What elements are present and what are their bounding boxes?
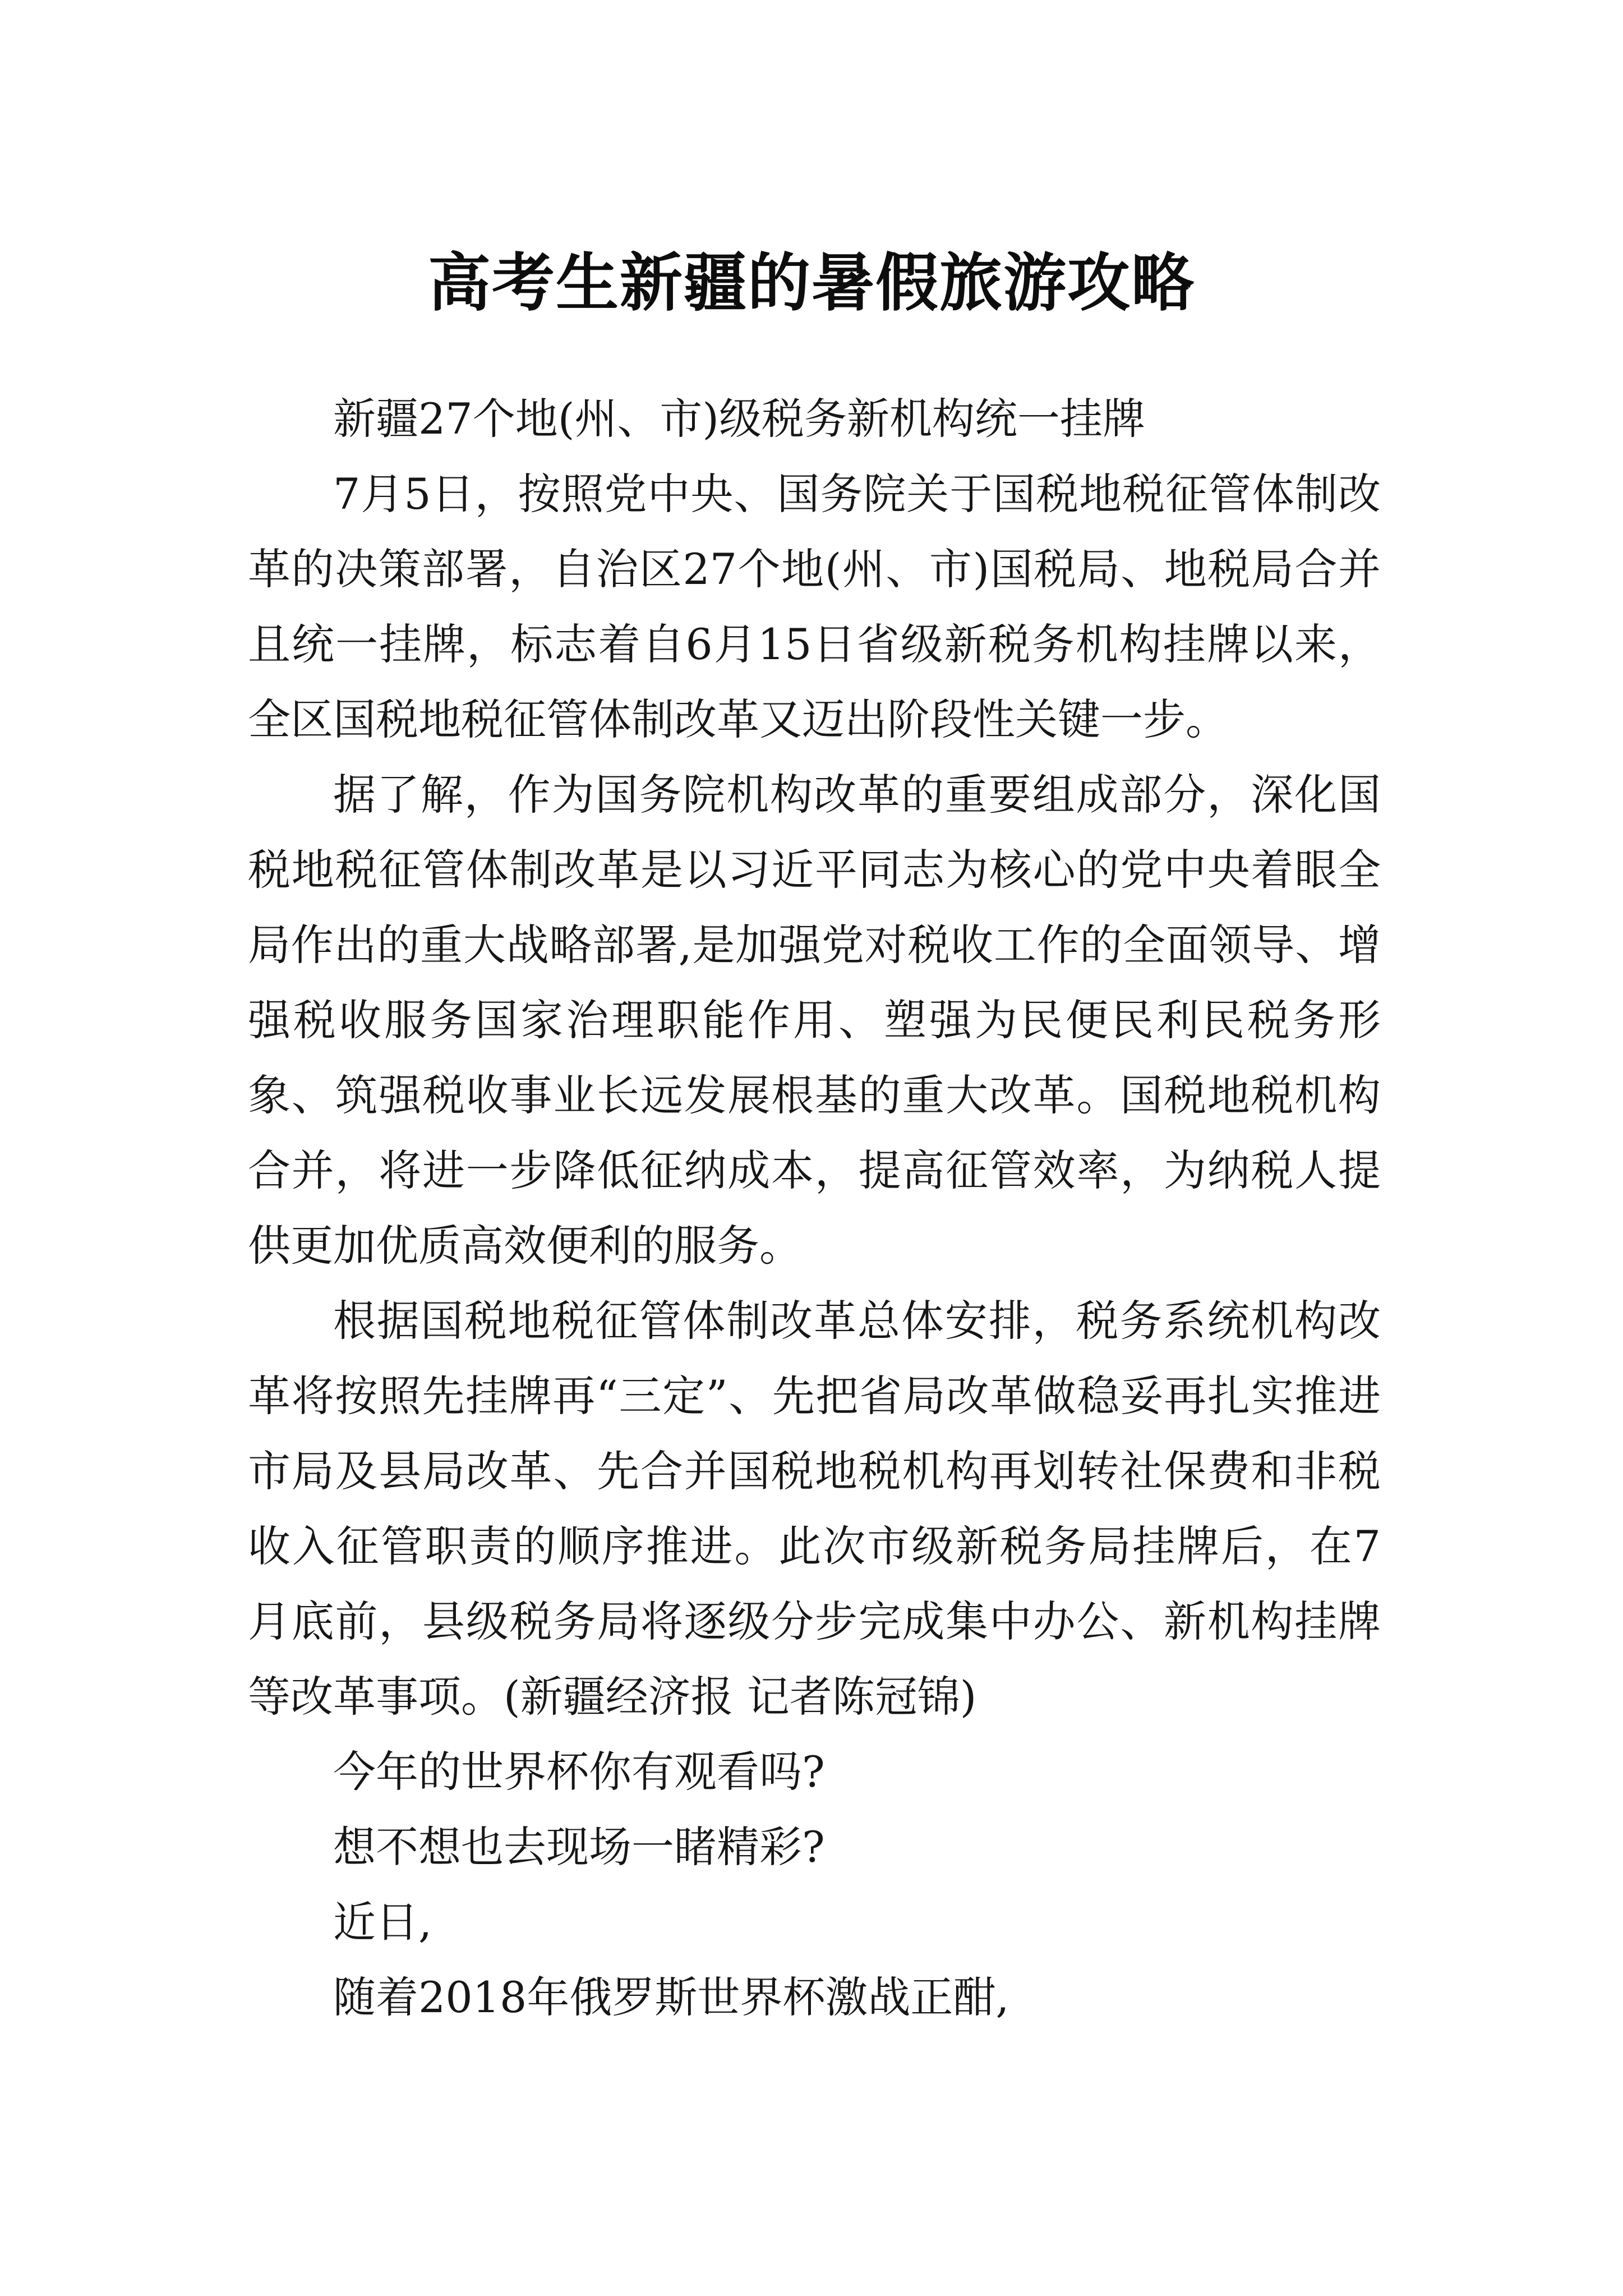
body-paragraph: 据了解，作为国务院机构改革的重要组成部分，深化国税地税征管体制改革是以习近平同志为核心的党中央着眼全局作出的重大战略部署,是加强党对税收工作的全面领导、增强税收服务国家治理职能作用、塑强为民便民利民税务形象、筑强税收事业长远发展根基的重大改革。国税地税机构合并，将进一步降低征纳成本，提高征管效率，为纳税人提供更加优质高效便利的服务。 — [248, 770, 1381, 1271]
body-paragraph: 今年的世界杯你有观看吗? — [333, 1747, 825, 1797]
headline-paragraph: 新疆27个地(州、市)级税务新机构统一挂牌 — [333, 394, 1146, 444]
article-body — [248, 381, 1381, 2035]
body-paragraph: 根据国税地税征管体制改革总体安排，税务系统机构改革将按照先挂牌再“三定”、先把省局改革做稳妥再扎实推进市局及县局改革、先合并国税地税机构再划转社保费和非税收入征管职责的顺序推进。此次市级新税务局挂牌后，在7月底前，县级税务局将逐级分步完成集中办公、新机构挂牌等改革事项。(新疆经济报 记者陈冠锦) — [248, 1296, 1381, 1722]
body-paragraph: 想不想也去现场一睹精彩? — [333, 1822, 825, 1872]
body-paragraph: 近日, — [333, 1897, 432, 1947]
page-title: 高考生新疆的暑假旅游攻略 — [428, 246, 1195, 320]
body-paragraph: 7月5日，按照党中央、国务院关于国税地税征管体制改革的决策部署，自治区27个地(州、市)国税局、地税局合并且统一挂牌，标志着自6月15日省级新税务机构挂牌以来，全区国税地税征管体制改革又迈出阶段性关键一步。 — [248, 469, 1381, 744]
body-paragraph: 随着2018年俄罗斯世界杯激战正酣, — [333, 1972, 1009, 2022]
